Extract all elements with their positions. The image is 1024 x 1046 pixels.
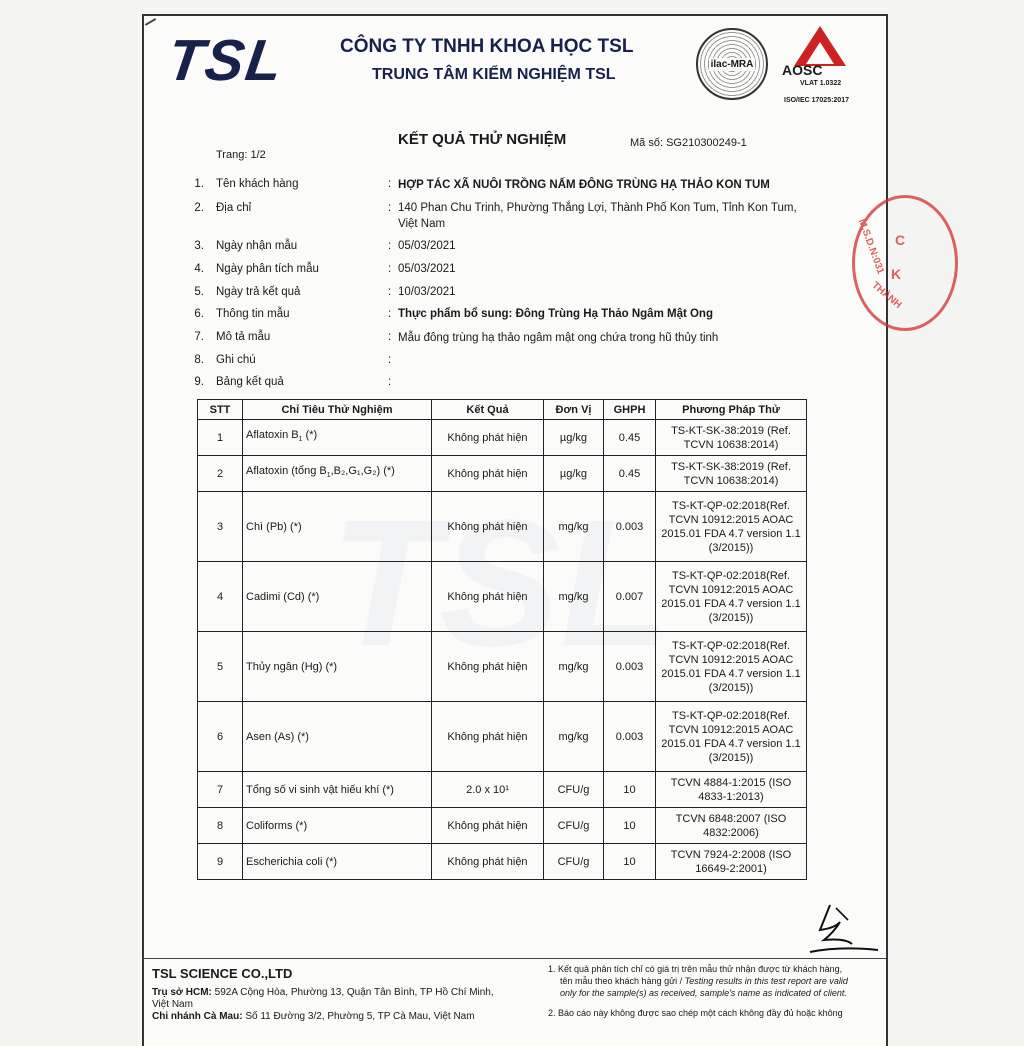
- signature-icon: [790, 900, 880, 960]
- footer-note-2: 2. Báo cáo này không được sao chép một cách không đầy đủ hoặc không: [548, 1008, 843, 1018]
- table-row: 5 Thủy ngân (Hg) (*) Không phát hiện mg/kg 0.003 TS-KT-QP-02:2018(Ref. TCVN 10912:2015 AOAC 2015.01 FDA 4.7 version 1.1 (3/2015)): [198, 632, 807, 702]
- customer-label: Tên khách hàng: [216, 178, 299, 190]
- footer-branch: Chi nhánh Cà Mau: Số 11 Đường 3/2, Phường 5, TP Cà Mau, Việt Nam: [152, 1011, 475, 1022]
- note-label: Ghi chú: [216, 354, 256, 366]
- analysis-date-value: 05/03/2021: [398, 263, 456, 275]
- header-method: Phương Pháp Thử: [656, 400, 807, 420]
- table-row: 1 Aflatoxin $B_1$ (*) Không phát hiện µg/kg 0.45 TS-KT-SK-38:2019 (Ref. TCVN 10638:2014): [198, 420, 807, 456]
- table-row: 2 Aflatoxin (tổng $B_1,B_2,G_1,G_2$) (*) Không phát hiện µg/kg 0.45 TS-KT-SK-38:2019 (Ref. TCVN 10638:2014): [198, 456, 807, 492]
- sample-desc-label: Mô tả mẫu: [216, 331, 271, 343]
- aosc-text: AOSC: [782, 62, 823, 78]
- page-number: Trang: 1/2: [216, 149, 266, 161]
- table-row: 8 Coliforms (*) Không phát hiện CFU/g 10 TCVN 6848:2007 (ISO 4832:2006): [198, 808, 807, 844]
- table-header-row: [198, 400, 807, 420]
- aosc-accreditation-logo: [780, 26, 864, 106]
- customer-value: HỢP TÁC XÃ NUÔI TRỒNG NẤM ĐÔNG TRÙNG HẠ THẢO KON TUM: [398, 179, 770, 191]
- footer-note-1b: tên mẫu theo khách hàng gửi / Testing results in this test report are valid: [560, 976, 848, 986]
- ilac-text: ilac-MRA: [710, 58, 754, 70]
- address-label: Địa chỉ: [216, 202, 252, 214]
- lab-name: TRUNG TÂM KIỂM NGHIỆM TSL: [372, 66, 616, 83]
- vlat-text: VLAT 1.0322: [800, 80, 842, 87]
- footer-hq-2: Việt Nam: [152, 999, 193, 1010]
- table-row: 4 Cadimi (Cd) (*) Không phát hiện mg/kg 0.007 TS-KT-QP-02:2018(Ref. TCVN 10912:2015 AOAC 2015.01 FDA 4.7 version 1.1 (3/2015)): [198, 562, 807, 632]
- table-row: 9 Escherichia coli (*) Không phát hiện CFU/g 10 TCVN 7924-2:2008 (ISO 16649-2:2001): [198, 844, 807, 880]
- sample-info-value: Thực phẩm bổ sung: Đông Trùng Hạ Thảo Ngâm Mật Ong: [398, 308, 713, 320]
- header-unit: Đơn Vị: [544, 400, 604, 420]
- analysis-date-label: Ngày phân tích mẫu: [216, 263, 319, 275]
- footer-note-1: 1. Kết quả phân tích chỉ có giá trị trên mẫu thử nhận được từ khách hàng,: [548, 964, 843, 974]
- footer-hq: Trụ sở HCM: 592A Cộng Hòa, Phường 13, Quận Tân Bình, TP Hồ Chí Minh,: [152, 987, 494, 998]
- address-value: 140 Phan Chu Trinh, Phường Thắng Lợi, Thành Phố Kon Tum, Tỉnh Kon Tum,: [398, 202, 797, 214]
- return-date-value: 10/03/2021: [398, 286, 456, 298]
- sample-info-label: Thông tin mẫu: [216, 308, 290, 320]
- header-ghph: GHPH: [604, 400, 656, 420]
- header-stt: STT: [198, 400, 243, 420]
- table-row: 6 Asen (As) (*) Không phát hiện mg/kg 0.003 TS-KT-QP-02:2018(Ref. TCVN 10912:2015 AOAC 2015.01 FDA 4.7 version 1.1 (3/2015)): [198, 702, 807, 772]
- header-criteria: Chỉ Tiêu Thử Nghiệm: [243, 400, 432, 420]
- footer-divider: [142, 958, 886, 959]
- received-date-value: 05/03/2021: [398, 240, 456, 252]
- company-logo: TSL: [163, 28, 289, 93]
- results-table: [197, 399, 807, 880]
- company-name: CÔNG TY TNHH KHOA HỌC TSL: [340, 36, 634, 57]
- return-date-label: Ngày trả kết quả: [216, 286, 301, 298]
- header-result: Kết Quả: [432, 400, 544, 420]
- report-title: KẾT QUẢ THỬ NGHIỆM: [398, 131, 567, 148]
- table-row: 3 Chì (Pb) (*) Không phát hiện mg/kg 0.003 TS-KT-QP-02:2018(Ref. TCVN 10912:2015 AOAC 2015.01 FDA 4.7 version 1.1 (3/2015)): [198, 492, 807, 562]
- address-value-2: Việt Nam: [398, 218, 446, 230]
- table-row: 7 Tổng số vi sinh vật hiếu khí (*) 2.0 x 10¹ CFU/g 10 TCVN 4884-1:2015 (ISO 4833-1:2013): [198, 772, 807, 808]
- footer-company: TSL SCIENCE CO.,LTD: [152, 966, 293, 981]
- sample-desc-value: Mẫu đông trùng hạ thảo ngâm mật ong chứa trong hũ thủy tinh: [398, 332, 719, 344]
- iso-text: ISO/IEC 17025:2017: [784, 97, 849, 104]
- company-stamp-icon: M.S.D.N:031 C K THÀNH: [852, 195, 958, 331]
- report-code: Mã số: SG210300249-1: [630, 137, 747, 149]
- footer-note-1d: only for the sample(s) as received, sample's name as indicated of client.: [560, 988, 847, 998]
- received-date-label: Ngày nhận mẫu: [216, 240, 298, 252]
- result-table-label: Bảng kết quả: [216, 376, 284, 388]
- ilac-mra-seal-icon: [696, 28, 768, 100]
